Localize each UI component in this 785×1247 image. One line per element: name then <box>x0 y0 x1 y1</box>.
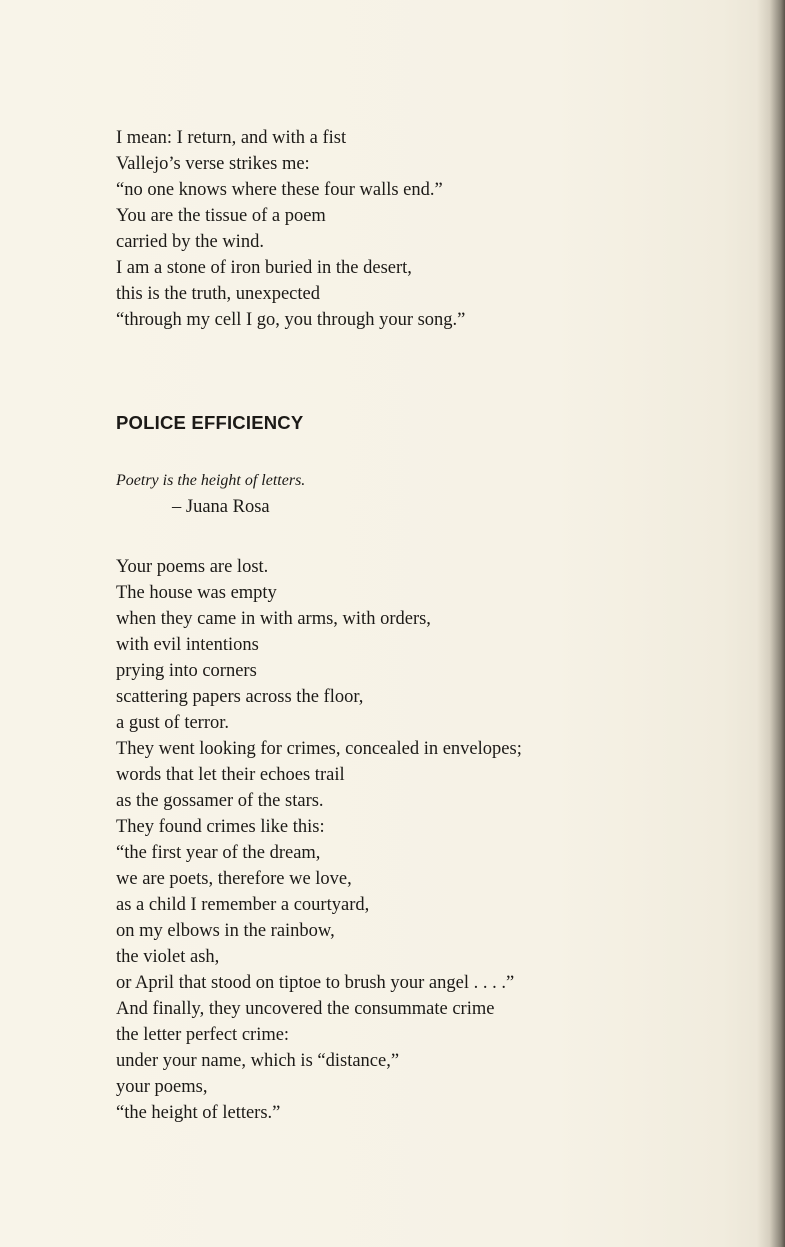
poem-line: Your poems are lost. <box>116 557 269 577</box>
poem-line: as a child I remember a courtyard, <box>116 895 370 915</box>
poem-line: “through my cell I go, you through your song.” <box>116 310 466 330</box>
poem-title: POLICE EFFICIENCY <box>116 412 304 433</box>
poem-line: “the first year of the dream, <box>116 843 321 863</box>
poem-line: And finally, they uncovered the consummate crime <box>116 999 495 1019</box>
poem-line: I am a stone of iron buried in the desert, <box>116 258 412 278</box>
poem-line: under your name, which is “distance,” <box>116 1051 400 1071</box>
poem-body <box>116 554 522 1126</box>
poem-line: prying into corners <box>116 661 257 681</box>
poem-line: this is the truth, unexpected <box>116 284 320 304</box>
poem-line: “the height of letters.” <box>116 1103 281 1123</box>
poem-line: You are the tissue of a poem <box>116 206 326 226</box>
poem-line: as the gossamer of the stars. <box>116 791 324 811</box>
poem-line: They went looking for crimes, concealed in envelopes; <box>116 739 522 759</box>
poem-line: on my elbows in the rainbow, <box>116 921 335 941</box>
page-gutter-shadow <box>757 0 785 1247</box>
poem-line: a gust of terror. <box>116 713 230 733</box>
epigraph-attribution: – Juana Rosa <box>172 497 270 517</box>
poem-line: we are poets, therefore we love, <box>116 869 352 889</box>
poem-line: words that let their echoes trail <box>116 765 345 785</box>
poem-line: carried by the wind. <box>116 232 264 252</box>
epigraph: Poetry is the height of letters. <box>116 472 306 489</box>
poem-line: The house was empty <box>116 583 277 603</box>
poem-line: or April that stood on tiptoe to brush your angel . . . .” <box>116 973 515 993</box>
poem-line: scattering papers across the floor, <box>116 687 364 707</box>
poem-line: with evil intentions <box>116 635 259 655</box>
poem-line: Vallejo’s verse strikes me: <box>116 154 310 174</box>
poem-line: the letter perfect crime: <box>116 1025 290 1045</box>
stanza-continuation <box>116 125 465 333</box>
poem-line: your poems, <box>116 1077 208 1097</box>
poem-line: They found crimes like this: <box>116 817 325 837</box>
poem-line: I mean: I return, and with a fist <box>116 128 347 148</box>
poem-line: when they came in with arms, with orders, <box>116 609 431 629</box>
poem-line: the violet ash, <box>116 947 220 967</box>
poem-line: “no one knows where these four walls end.” <box>116 180 443 200</box>
